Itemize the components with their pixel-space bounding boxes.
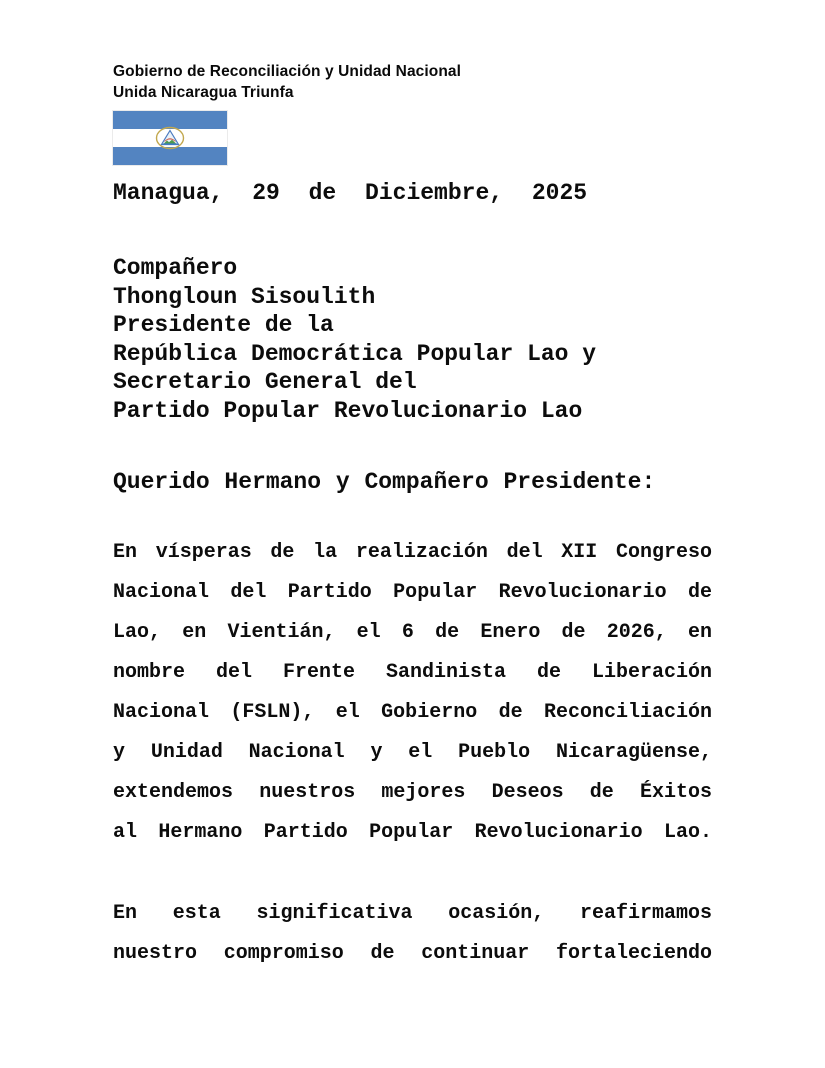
recipient-block — [113, 254, 712, 425]
paragraph-line: nuestro compromiso de continuar fortaleciendo — [113, 942, 712, 965]
salutation: Querido Hermano y Compañero Presidente: — [113, 469, 656, 495]
letterhead — [113, 61, 712, 103]
paragraph-line: nombre del Frente Sandinista de Liberación — [113, 661, 712, 684]
nicaragua-coat-of-arms-icon — [155, 126, 185, 150]
recipient-name: Thongloun Sisoulith — [113, 283, 376, 310]
letterhead-government-line: Gobierno de Reconciliación y Unidad Nacional — [113, 63, 462, 80]
paragraph-line: Lao, en Vientián, el 6 de Enero de 2026, en — [113, 621, 712, 644]
body-paragraph-1 — [113, 533, 712, 853]
paragraph-line: al Hermano Partido Popular Revolucionario Lao. — [113, 821, 712, 844]
recipient-role-line-1: Presidente de la — [113, 312, 334, 338]
paragraph-line: y Unidad Nacional y el Pueblo Nicaragüense, — [113, 741, 712, 764]
recipient-role-line-2: República Democrática Popular Lao y — [113, 340, 597, 367]
nicaragua-flag-icon — [113, 111, 227, 165]
paragraph-line: Nacional (FSLN), el Gobierno de Reconciliación — [113, 701, 712, 724]
paragraph-line: Nacional del Partido Popular Revolucionario de — [113, 581, 712, 604]
paragraph-line: En esta significativa ocasión, reafirmamos — [113, 902, 712, 925]
recipient-title: Compañero — [113, 255, 238, 281]
body-paragraph-2 — [113, 894, 712, 974]
recipient-role-line-3: Secretario General del — [113, 369, 417, 395]
paragraph-line: En vísperas de la realización del XII Congreso — [113, 541, 712, 564]
recipient-role-line-4: Partido Popular Revolucionario Lao — [113, 397, 583, 424]
date-line: Managua, 29 de Diciembre, 2025 — [113, 180, 588, 206]
letterhead-motto-line: Unida Nicaragua Triunfa — [113, 84, 294, 101]
paragraph-line: extendemos nuestros mejores Deseos de Éxitos — [113, 781, 712, 804]
